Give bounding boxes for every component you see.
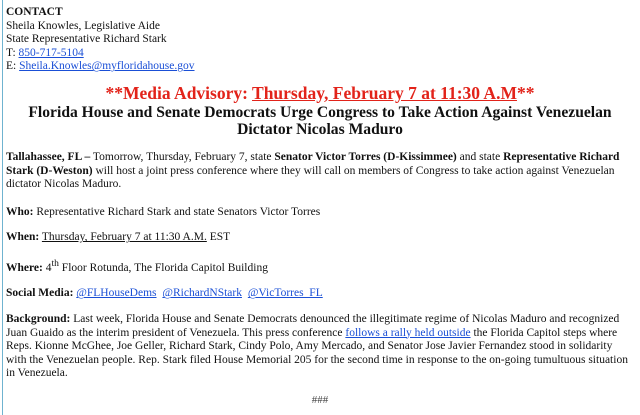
lead-text-1: Tomorrow, Thursday, February 7, state [90, 150, 275, 163]
social-handle-link[interactable]: @FLHouseDems [76, 287, 157, 300]
rally-link[interactable]: follows a rally held outside [345, 326, 471, 339]
social-media-line [6, 287, 634, 301]
where-line [6, 257, 634, 275]
when-label: When: [6, 231, 40, 244]
email-prefix: E: [6, 60, 20, 73]
who-line [6, 206, 634, 220]
background-label: Background: [6, 312, 71, 325]
social-handle-link[interactable]: @RichardNStark [162, 287, 242, 300]
background-paragraph [6, 313, 634, 381]
where-location: Floor Rotunda, The Florida Capitol Building [58, 261, 268, 274]
where-floor-number: 4 [42, 261, 52, 274]
email-link[interactable]: Sheila.Knowles@myfloridahouse.gov [19, 60, 195, 73]
advisory-suffix: ** [516, 82, 535, 103]
contact-office: State Representative Richard Stark [6, 33, 167, 46]
lead-paragraph [6, 151, 634, 192]
when-timezone: EST [206, 231, 231, 244]
contact-heading: CONTACT [6, 6, 63, 18]
advisory-datetime: Thursday, February 7 at 11:30 A.M [252, 82, 517, 103]
advisory-prefix: **Media Advisory: [105, 82, 253, 103]
where-floor-suffix: th [51, 257, 59, 269]
phone-prefix: T: [6, 46, 19, 59]
end-mark: ### [311, 393, 329, 406]
contact-email-line [6, 60, 634, 74]
headline: Florida House and Senate Democrats Urge Congress to Take Action Against Venezuelan Dictator Nicolas Maduro [28, 103, 612, 139]
phone-link[interactable]: 850-717-5104 [18, 46, 84, 59]
press-release-document [6, 6, 634, 406]
contact-phone-line [6, 47, 634, 61]
when-value: Thursday, February 7 at 11:30 A.M. [41, 231, 207, 244]
senator-name: Senator Victor Torres (D-Kissimmee) [274, 150, 457, 163]
lead-text-2: and state [456, 150, 504, 163]
contact-name-title: Sheila Knowles, Legislative Aide [6, 19, 160, 32]
representative-name: Representative Richard Stark (D-Weston) [6, 150, 620, 177]
page-left-rule [2, 0, 3, 415]
background-text-2: the Florida Capitol steps where Reps. Kionne McGhee, Joe Geller, Richard Stark, Cindy Polo, Amy Mercado, and Senator Jose Javier Fernandez stood in solidarity with the Venezuelan people. Rep. Stark filed House Memorial 205 for the second time in response to the on-going tumultuous situation in Venezuela. [6, 326, 628, 380]
lead-text-3: will host a joint press conference where they will call on members of Congress to take action against Venezuelan dictator Nicolas Maduro. [6, 164, 615, 191]
where-label: Where: [6, 261, 43, 274]
background-text-1: Last week, Florida House and Senate Democrats denounced the illegitimate regime of Nicolas Maduro and recognized Juan Guaido as the interim president of Venezuela. This press conference [6, 312, 620, 339]
dateline: Tallahassee, FL – [6, 150, 91, 163]
social-label: Social Media: [6, 287, 74, 300]
media-advisory-banner [6, 83, 634, 103]
when-line [6, 231, 634, 245]
social-handle-link[interactable]: @VicTorres_FL [247, 287, 323, 300]
contact-block [6, 6, 634, 74]
who-label: Who: [6, 205, 34, 218]
who-value: Representative Richard Stark and state Senators Victor Torres [33, 205, 321, 218]
